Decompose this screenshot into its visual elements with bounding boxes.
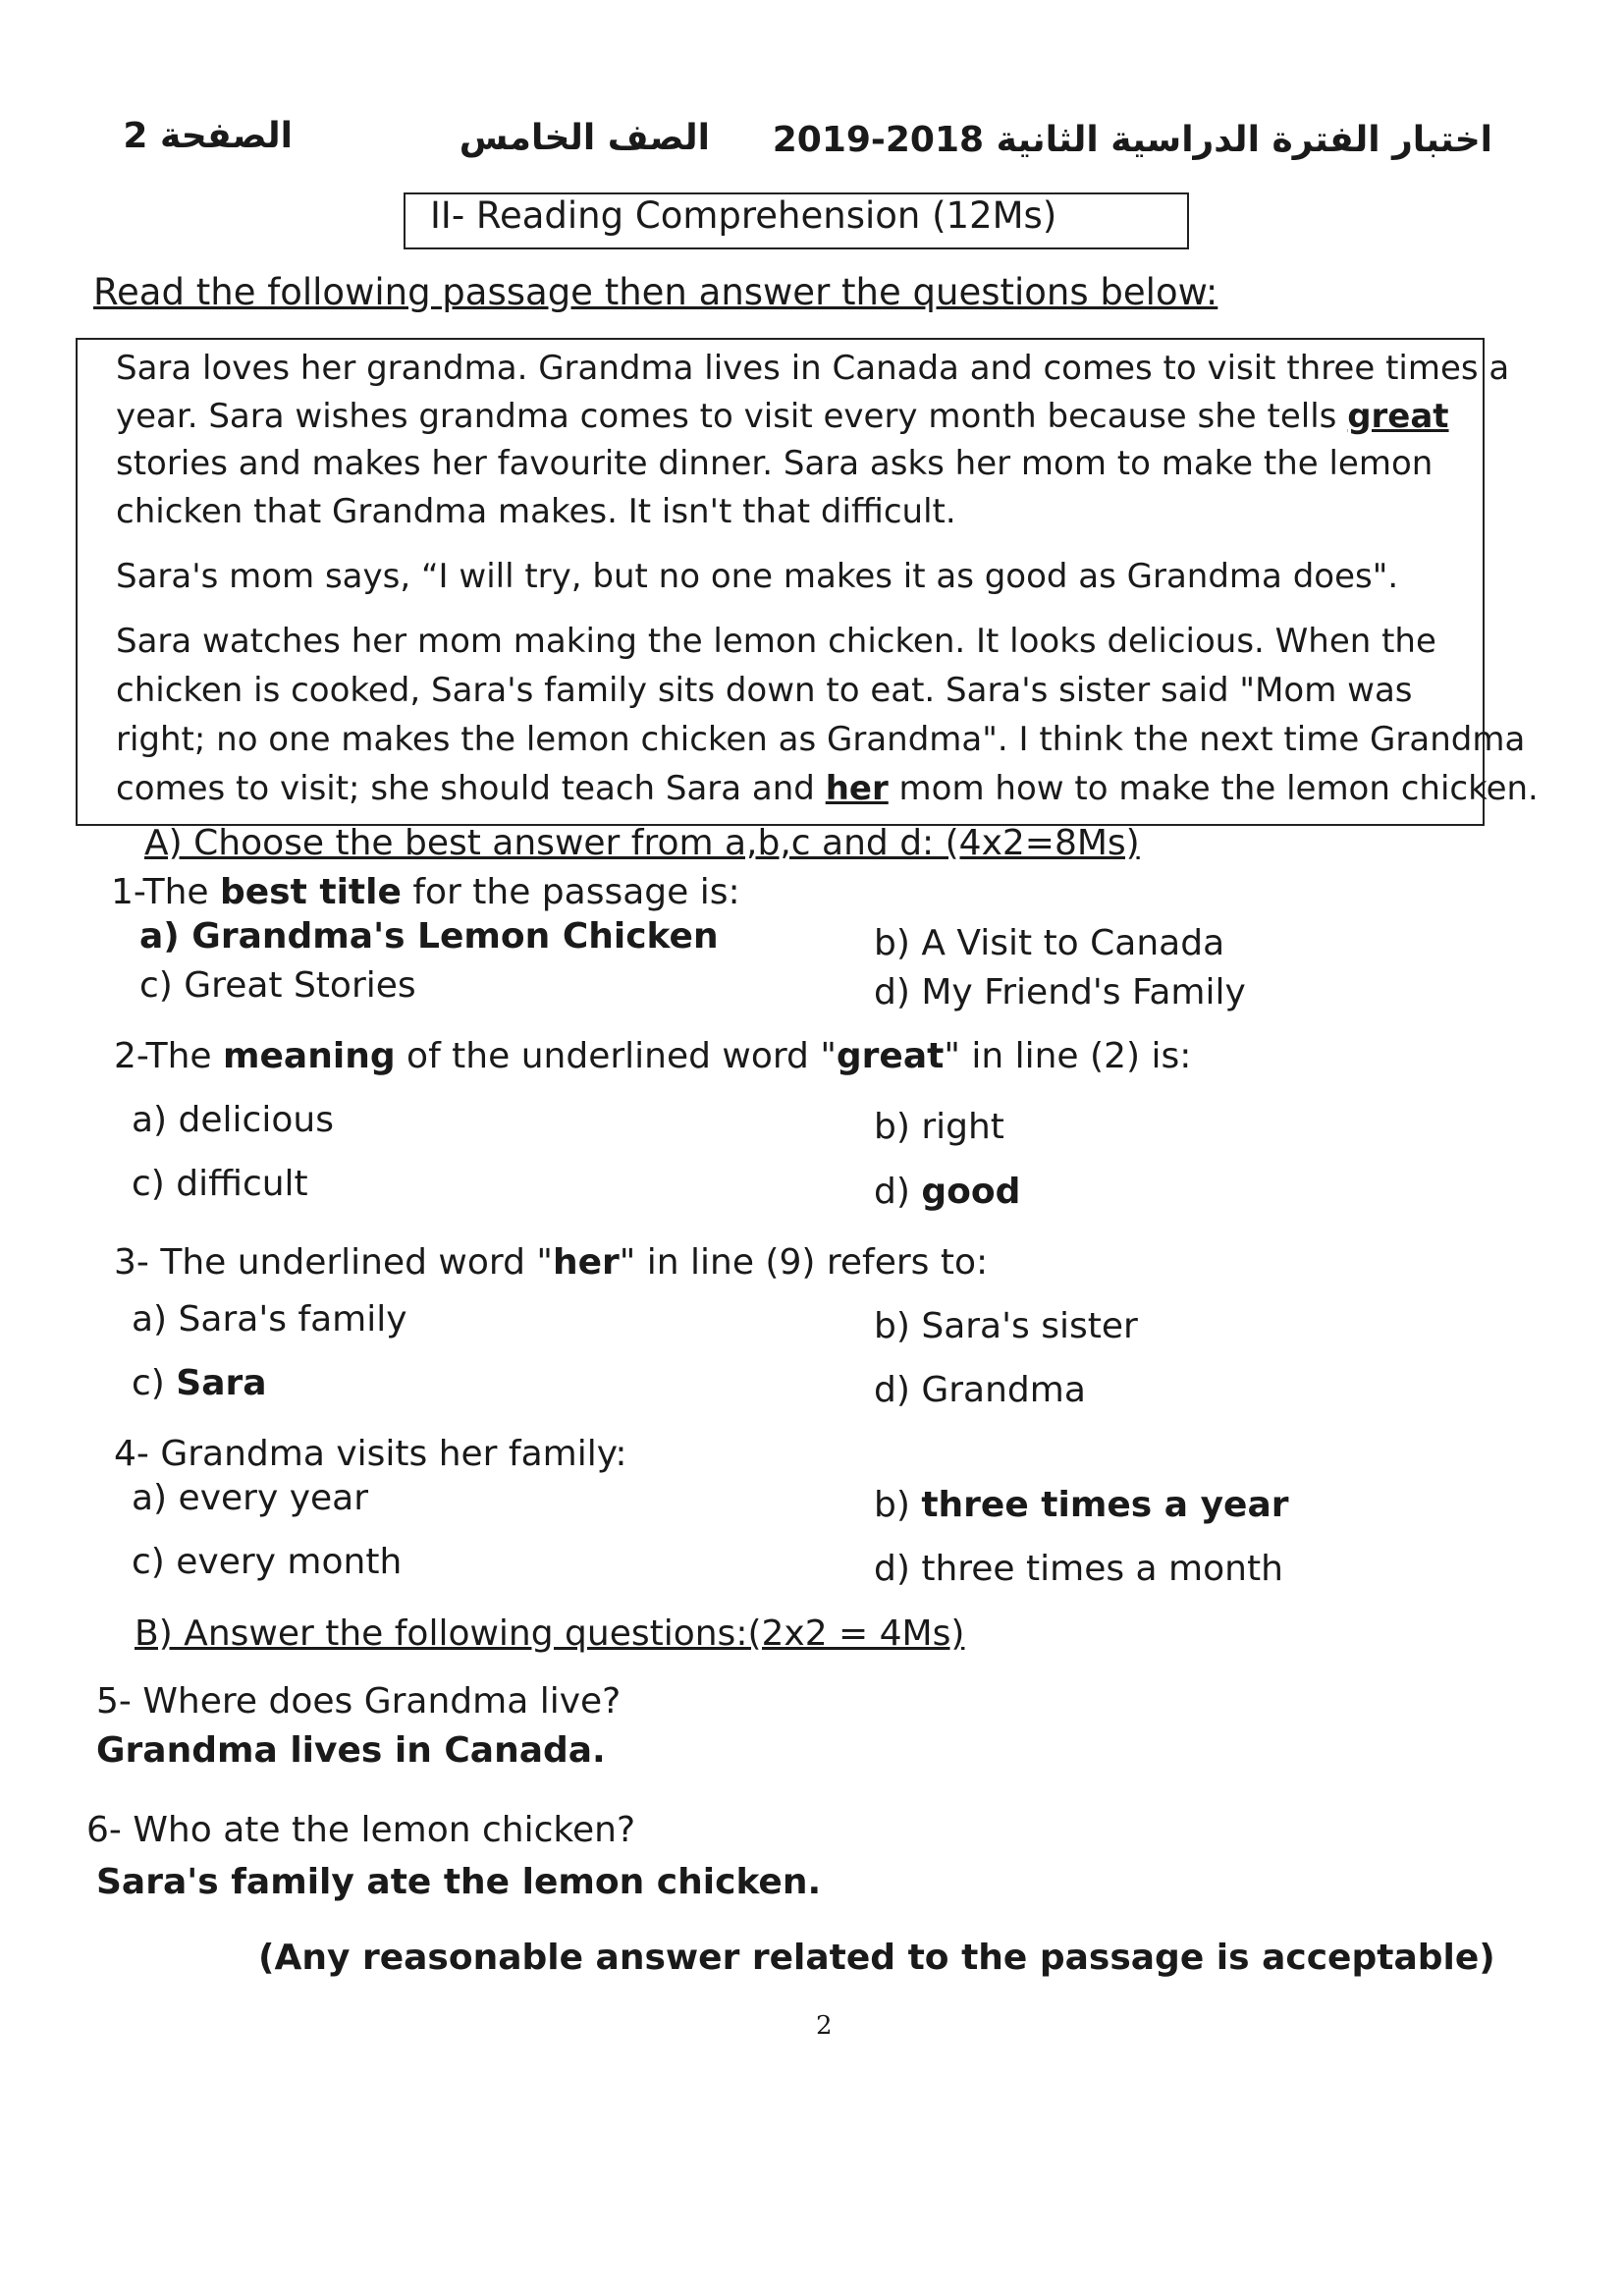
q1-option-d: d) My Friend's Family (874, 972, 1246, 1012)
marking-note: (Any reasonable answer related to the passage is acceptable) (258, 1938, 1495, 1978)
question-2 (114, 1036, 1191, 1076)
section-a-heading: A) Choose the best answer from a,b,c and d: (4x2=8Ms) (144, 823, 1140, 863)
question-2-mid: of the underlined word " (395, 1036, 837, 1076)
grade-label: الصف الخامس (459, 118, 710, 158)
question-2-bold-2: great (836, 1036, 945, 1076)
passage-line-2 (116, 397, 1449, 436)
passage-line-1: Sara loves her grandma. Grandma lives in Canada and comes to visit three times a (116, 349, 1510, 388)
passage-line-5: Sara's mom says, “I will try, but no one makes it as good as Grandma does". (116, 557, 1399, 596)
question-2-post: " in line (2) is: (944, 1036, 1192, 1076)
passage-line-9-text: comes to visit; she should teach Sara and (116, 769, 826, 808)
q3-option-c-letter: c) (132, 1363, 177, 1403)
passage-line-6: Sara watches her mom making the lemon chicken. It looks delicious. When the (116, 622, 1436, 661)
question-2-pre: 2-The (114, 1036, 223, 1076)
q3-option-c (132, 1363, 267, 1403)
question-6: 6- Who ate the lemon chicken? (86, 1810, 636, 1850)
answer-6: Sara's family ate the lemon chicken. (96, 1862, 822, 1902)
question-1-post: for the passage is: (401, 872, 740, 912)
question-1-pre: 1-The (111, 872, 220, 912)
passage-line-8: right; no one makes the lemon chicken as Grandma". I think the next time Grandma (116, 720, 1526, 759)
question-5: 5- Where does Grandma live? (96, 1681, 622, 1722)
instruction: Read the following passage then answer the questions below: (93, 271, 1218, 313)
question-3-bold: her (552, 1242, 620, 1283)
q1-option-b: b) A Visit to Canada (874, 923, 1225, 963)
q4-option-b (874, 1485, 1289, 1525)
q3-option-c-text: Sara (176, 1363, 267, 1403)
question-3-pre: 3- The underlined word " (114, 1242, 553, 1283)
page-number: 2 (816, 2011, 833, 2041)
answer-5: Grandma lives in Canada. (96, 1730, 606, 1771)
q3-option-d: d) Grandma (874, 1370, 1086, 1410)
passage-line-4: chicken that Grandma makes. It isn't that difficult. (116, 492, 956, 531)
underlined-word-great: great (1347, 397, 1449, 436)
q3-option-a: a) Sara's family (132, 1299, 407, 1339)
section-b-heading: B) Answer the following questions:(2x2 = 4Ms) (135, 1613, 965, 1654)
question-2-bold: meaning (223, 1036, 396, 1076)
question-1 (111, 872, 740, 912)
question-4: 4- Grandma visits her family: (114, 1434, 627, 1474)
q2-option-d-text: good (921, 1172, 1021, 1212)
passage-line-3: stories and makes her favourite dinner. Sara asks her mom to make the lemon (116, 444, 1434, 483)
question-1-bold: best title (220, 872, 402, 912)
passage-line-9 (116, 769, 1539, 808)
passage-line-7: chicken is cooked, Sara's family sits down to eat. Sara's sister said "Mom was (116, 671, 1413, 710)
q2-option-a: a) delicious (132, 1100, 334, 1140)
q2-option-c: c) difficult (132, 1164, 308, 1204)
q1-option-c: c) Great Stories (139, 965, 416, 1006)
q2-option-d-letter: d) (874, 1172, 922, 1212)
q4-option-a: a) every year (132, 1478, 369, 1518)
q4-option-d: d) three times a month (874, 1549, 1283, 1589)
q4-option-b-text: three times a year (921, 1485, 1289, 1525)
q2-option-b: b) right (874, 1107, 1004, 1147)
passage-line-2-text: year. Sara wishes grandma comes to visit every month because she tells (116, 397, 1348, 436)
q4-option-c: c) every month (132, 1542, 403, 1582)
question-3-post: " in line (9) refers to: (619, 1242, 989, 1283)
q2-option-d (874, 1172, 1020, 1212)
question-3 (114, 1242, 988, 1283)
page-label: الصفحة 2 (123, 116, 293, 156)
passage-line-9-end: mom how to make the lemon chicken. (888, 769, 1539, 808)
q4-option-b-letter: b) (874, 1485, 922, 1525)
q1-option-a: a) Grandma's Lemon Chicken (139, 916, 719, 957)
exam-title: اختبار الفترة الدراسية الثانية 2018-2019 (772, 120, 1492, 160)
underlined-word-her: her (825, 769, 889, 808)
section-title: II- Reading Comprehension (12Ms) (430, 194, 1057, 237)
q3-option-b: b) Sara's sister (874, 1306, 1138, 1346)
